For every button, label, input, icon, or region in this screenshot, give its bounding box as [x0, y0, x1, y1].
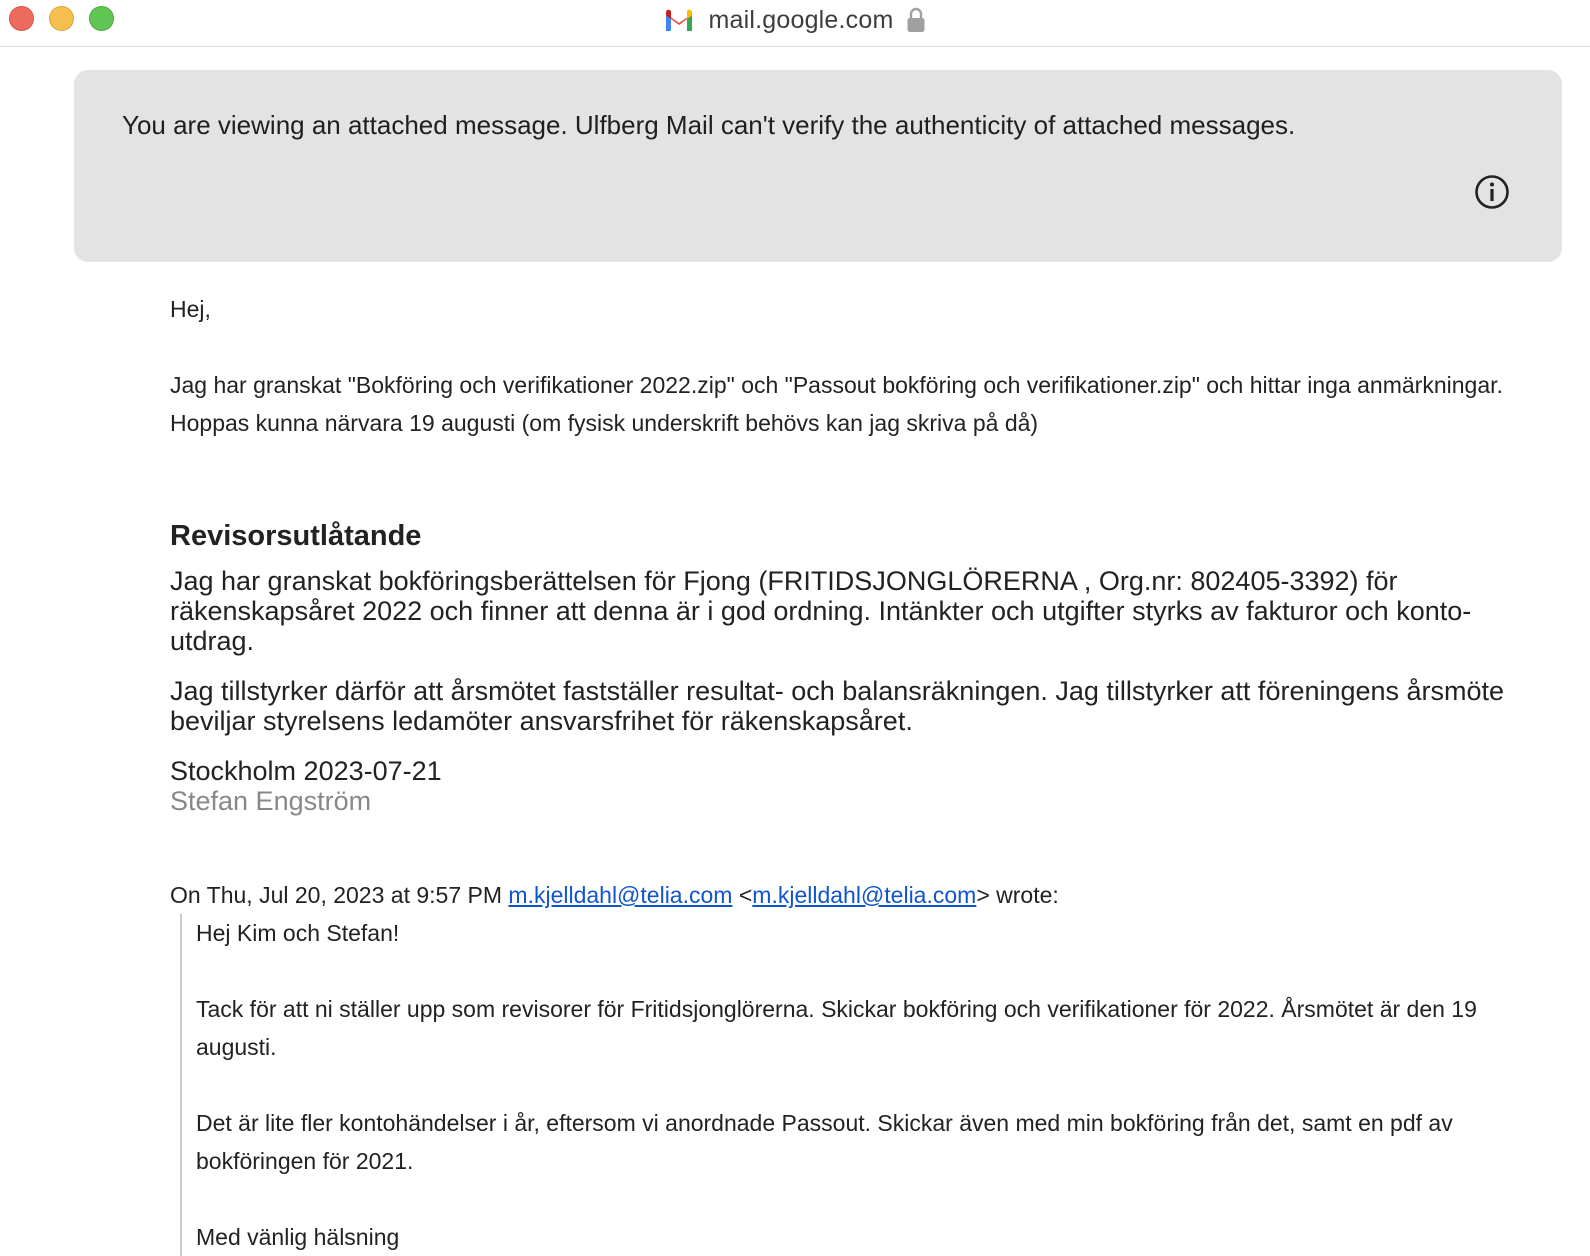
statement-signature: Stefan Engström [170, 786, 372, 816]
reply-header-lt: < [738, 882, 753, 908]
sender-email-link[interactable]: m.kjelldahl@telia.com [508, 882, 733, 908]
reply-header [170, 876, 1570, 914]
quoted-paragraph-1: Tack för att ni ställer upp som revisorer för Fritidsjonglörerna. Skickar bokföring och verifikationer för 2022. Årsmötet är den 19 augusti. [196, 996, 1477, 1060]
close-window-button[interactable] [9, 6, 34, 31]
statement-paragraph-2: Jag tillstyrker därför att årsmötet fastställer resultat- och balansräkningen. Jag tillstyrker att föreningens årsmöte beviljar styrelsens ledamöter ansvarsfrihet för räkenskapsåret. [170, 676, 1505, 736]
quoted-closing: Med vänlig hälsning [196, 1224, 400, 1250]
reply-header-prefix: On Thu, Jul 20, 2023 at 9:57 PM [170, 882, 503, 908]
statement-place-date: Stockholm 2023-07-21 [170, 756, 442, 786]
url-text[interactable]: mail.google.com [708, 5, 894, 34]
message-body [170, 290, 1570, 1256]
window-titlebar [0, 0, 1590, 47]
reply-header-suffix: > wrote: [976, 882, 1059, 908]
gmail-icon [664, 9, 694, 31]
minimize-window-button[interactable] [49, 6, 74, 31]
quoted-message [180, 914, 1570, 1256]
message-paragraph: Jag har granskat "Bokföring och verifikationer 2022.zip" och "Passout bokföring och verifikationer.zip" och hittar inga anmärkningar. Hoppas kunna närvara 19 augusti (om fysisk underskrift behövs kan jag skriva på då) [170, 372, 1503, 436]
address-bar [0, 4, 1590, 36]
statement-paragraph-1: Jag har granskat bokföringsberättelsen för Fjong (FRITIDSJONGLÖRERNA , Org.nr: 802405-3392) för räkenskapsåret 2022 och finner att denna är i god ordning. Intänkter och utgifter styrks av fakturor och konto-utdrag. [170, 566, 1472, 656]
attached-message-banner [74, 70, 1562, 262]
statement-title: Revisorsutlåtande [170, 520, 422, 552]
info-icon[interactable] [1474, 174, 1510, 210]
sender-email-link-2[interactable]: m.kjelldahl@telia.com [752, 882, 977, 908]
lock-icon [906, 7, 926, 33]
maximize-window-button[interactable] [89, 6, 114, 31]
quoted-greeting: Hej Kim och Stefan! [196, 920, 400, 946]
greeting: Hej, [170, 296, 211, 322]
banner-text: You are viewing an attached message. Ulfberg Mail can't verify the authenticity of attached messages. [122, 110, 1296, 140]
quoted-paragraph-2: Det är lite fler kontohändelser i år, eftersom vi anordnade Passout. Skickar även med min bokföring från det, samt en pdf av bokföringen för 2021. [196, 1110, 1453, 1174]
